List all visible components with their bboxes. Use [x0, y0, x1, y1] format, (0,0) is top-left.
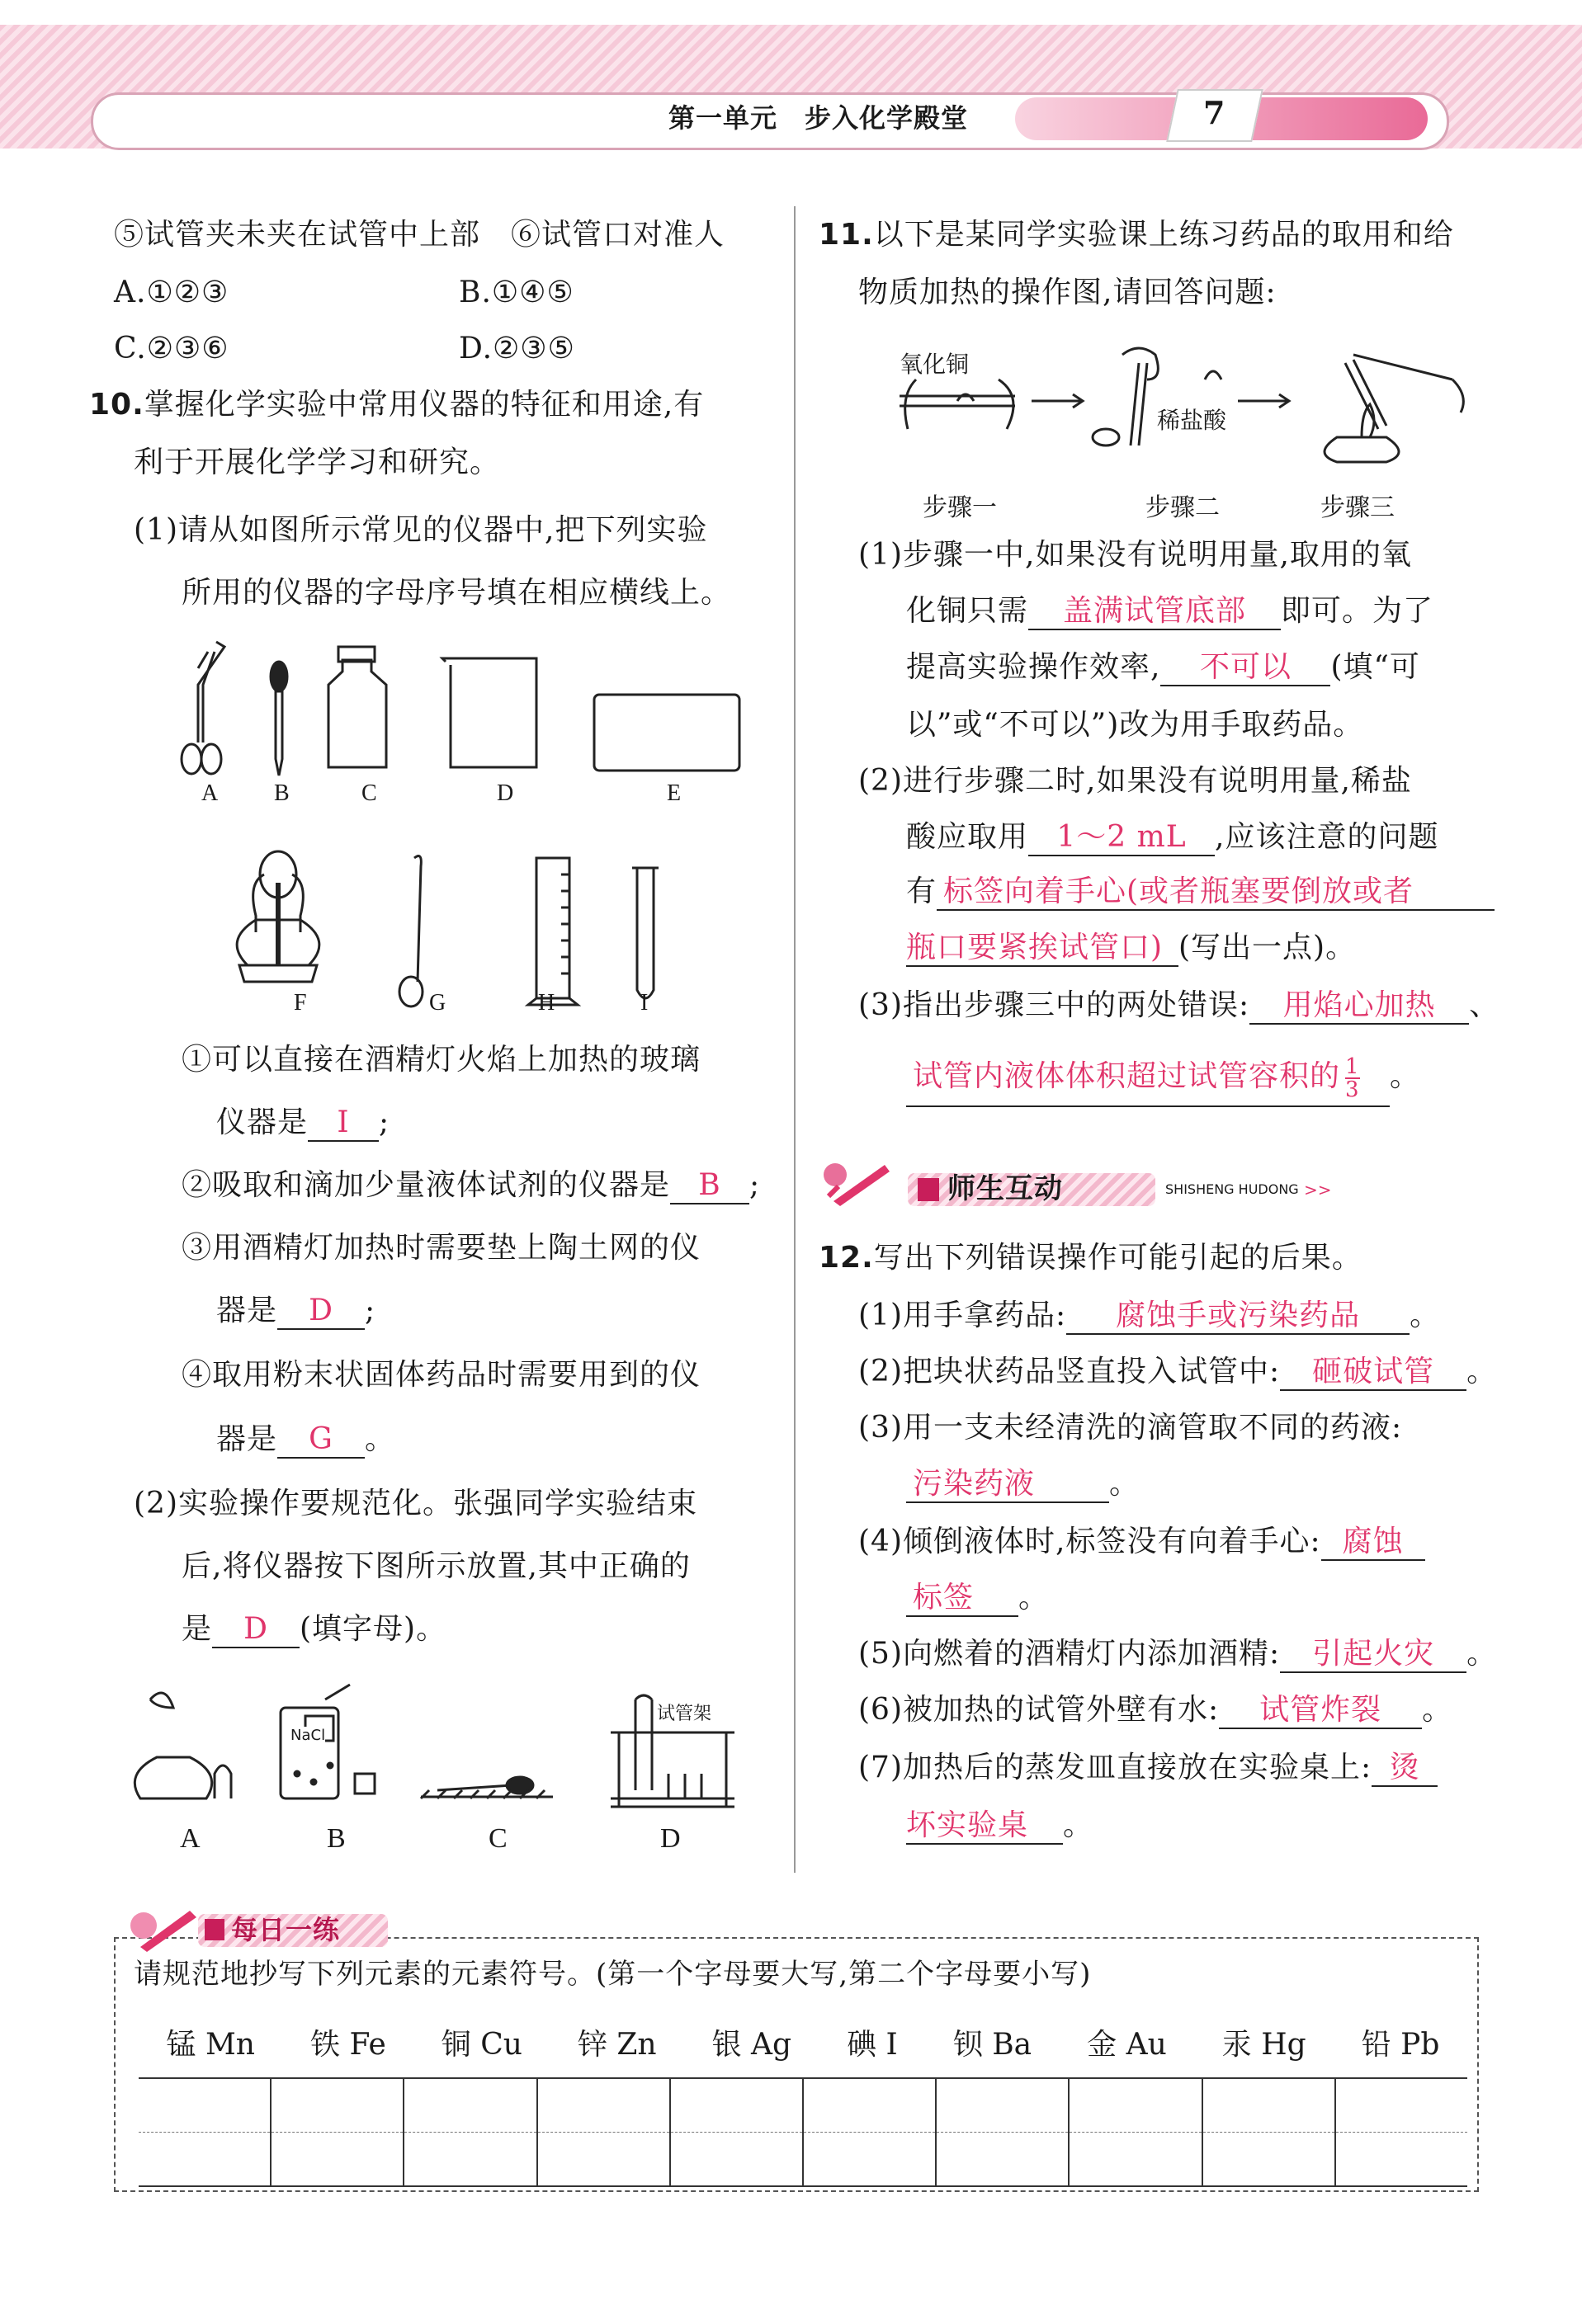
writing-cell[interactable] — [1202, 2133, 1335, 2187]
alcohol-lamp-icon — [237, 851, 319, 982]
answer-q11-5: 用焰心加热 — [1249, 988, 1469, 1025]
element-mn: 锰 Mn — [166, 2028, 255, 2062]
banner-square — [918, 1178, 939, 1201]
q10-part2-line3: 是 D (填字母)。 — [182, 1610, 446, 1648]
q10-sub4-line1: ④取用粉末状固体药品时需要用到的仪 — [182, 1358, 701, 1392]
q10-part2-line1: (2)实验操作要规范化。张强同学实验结束 — [134, 1487, 697, 1520]
label-a: A — [201, 780, 219, 806]
label-g: G — [429, 990, 446, 1016]
spatula-icon — [399, 856, 423, 1006]
q12-item3-answer-line: 污染药液 。 — [906, 1465, 1140, 1503]
label-c: C — [361, 780, 377, 806]
writing-cell[interactable] — [1069, 2078, 1202, 2133]
q10-sub4-line2: 器是 G 。 — [216, 1421, 395, 1459]
answer-3: D — [277, 1294, 365, 1330]
fig2-label-a: A — [180, 1823, 201, 1854]
answer-q12-7a: 烫 — [1372, 1751, 1438, 1787]
unit-title: 第一单元 步入化学殿堂 — [668, 102, 969, 134]
answer-q12-3: 污染药液 — [906, 1467, 1109, 1503]
writing-cell[interactable] — [404, 2133, 536, 2187]
q12-item3: (3)用一支未经清洗的滴管取不同的药液: — [858, 1411, 1403, 1445]
q12-item6: (6)被加热的试管外壁有水: 试管炸裂 。 — [858, 1691, 1452, 1729]
q11-part2-line1: (2)进行步骤二时,如果没有说明用量,稀盐 — [858, 764, 1412, 798]
q9-option-b: B.①④⑤ — [459, 276, 574, 309]
writing-cell[interactable] — [271, 2078, 404, 2133]
q9-option-c: C.②③⑥ — [114, 332, 229, 365]
q12-item7: (7)加热后的蒸发皿直接放在实验桌上: 烫 — [858, 1749, 1438, 1787]
copy-writing-grid — [139, 2077, 1467, 2187]
q11-part2-line3: 有 标签向着手心(或者瓶塞要倒放或者 — [906, 873, 1495, 911]
dropper-icon — [271, 662, 287, 775]
q11-part3-line2: 试管内液体体积超过试管容积的 $\frac{1}{3}$ 。 — [906, 1048, 1420, 1114]
test-tube-icon — [632, 868, 659, 998]
writing-cell[interactable] — [670, 2078, 803, 2133]
writing-cell[interactable] — [803, 2133, 936, 2187]
answer-q11-4a: 标签向着手心(或者瓶塞要倒放或者 — [937, 874, 1495, 911]
column-divider — [794, 206, 796, 1873]
writing-cell[interactable] — [1069, 2133, 1202, 2187]
writing-cell[interactable] — [271, 2133, 404, 2187]
q12-number: 12. — [819, 1241, 874, 1275]
step1-hands-icon — [900, 379, 1015, 429]
daily-banner-square — [205, 1919, 224, 1940]
q10-part1-line1: (1)请从如图所示常见的仪器中,把下列实验 — [134, 513, 708, 547]
beaker-icon — [442, 658, 536, 767]
dropper-on-table-icon — [421, 1777, 553, 1798]
daily-title: 每日一练 — [231, 1914, 341, 1945]
answer-5: D — [212, 1612, 300, 1648]
q10-sub3-line1: ③用酒精灯加热时需要垫上陶土网的仪 — [182, 1231, 701, 1265]
q9-options-line: ⑤试管夹未夹在试管中上部 ⑥试管口对准人 — [114, 218, 725, 252]
element-fe: 铁 Fe — [310, 2028, 386, 2062]
q12-item2: (2)把块状药品竖直投入试管中: 砸破试管 。 — [858, 1353, 1497, 1391]
section-title: 师生互动 — [947, 1172, 1063, 1205]
answer-2: B — [670, 1168, 749, 1204]
q12-item1: (1)用手拿药品: 腐蚀手或污染药品 。 — [858, 1297, 1440, 1335]
arrow-icon — [1238, 394, 1289, 408]
q11-part2-line4: 瓶口要紧挨试管口) (写出一点)。 — [906, 929, 1356, 967]
cuo-label: 氧化铜 — [900, 351, 970, 378]
q10-stem-line1: 10.掌握化学实验中常用仪器的特征和用途,有 — [89, 388, 705, 422]
answer-q11-6: 试管内液体体积超过试管容积的 $\frac{1}{3}$ — [906, 1048, 1390, 1107]
answer-4: G — [277, 1422, 365, 1459]
q11-part1-line1: (1)步骤一中,如果没有说明用量,取用的氧 — [858, 538, 1412, 572]
label-b: B — [274, 780, 290, 806]
q11-stem-line2: 物质加热的操作图,请回答问题: — [858, 276, 1277, 309]
chevrons-icon: >> — [1304, 1180, 1332, 1200]
label-i: I — [640, 990, 649, 1016]
writing-cell[interactable] — [1335, 2078, 1467, 2133]
element-i: 碘 I — [847, 2028, 898, 2062]
writing-cell[interactable] — [139, 2078, 271, 2133]
label-f: F — [294, 990, 307, 1016]
q10-stem-line2: 利于开展化学学习和研究。 — [134, 445, 501, 479]
element-zn: 锌 Zn — [577, 2028, 657, 2062]
q10-sub1-line1: ①可以直接在酒精灯火焰上加热的玻璃 — [182, 1043, 701, 1077]
label-d: D — [497, 780, 514, 806]
graduated-cylinder-icon — [528, 858, 578, 1005]
answer-q11-1: 盖满试管底部 — [1028, 594, 1281, 630]
answer-q12-6: 试管炸裂 — [1219, 1693, 1422, 1729]
q11-number: 11. — [819, 218, 874, 252]
rack-label: 试管架 — [657, 1704, 712, 1724]
q11-part2-line2: 酸应取用 1～2 mL ,应该注意的问题 — [906, 818, 1438, 856]
answer-q11-3: 1～2 mL — [1028, 820, 1215, 856]
q11-part1-line4: 以”或“不可以”)改为用手取药品。 — [906, 708, 1364, 742]
step2-caption: 步骤二 — [1145, 493, 1220, 522]
q12-item7-cont: 坏实验桌 。 — [906, 1807, 1093, 1845]
q11-part3-line1: (3)指出步骤三中的两处错误: 用焰心加热 、 — [858, 987, 1499, 1025]
answer-1: I — [308, 1105, 379, 1142]
answer-q12-2: 砸破试管 — [1280, 1355, 1466, 1391]
q12-item4-cont: 标签 。 — [906, 1579, 1049, 1617]
answer-q12-5: 引起火灾 — [1280, 1637, 1466, 1673]
writing-cell[interactable] — [404, 2078, 536, 2133]
writing-cell[interactable] — [670, 2133, 803, 2187]
daily-instruction: 请规范地抄写下列元素的元素符号。(第一个字母要大写,第二个字母要小写) — [134, 1958, 1092, 1991]
q10-sub3-line2: 器是 D ; — [216, 1292, 375, 1330]
q11-part1-line2: 化铜只需 盖满试管底部 即可。为了 — [906, 592, 1433, 630]
writing-cell[interactable] — [139, 2133, 271, 2187]
trough-icon — [594, 695, 739, 771]
fig2-label-c: C — [489, 1823, 508, 1854]
fraction-one-third: $\frac{1}{3}$ — [1345, 1054, 1360, 1102]
answer-q11-2: 不可以 — [1160, 650, 1330, 686]
q11-part1-line3: 提高实验操作效率, 不可以 (填“可 — [906, 648, 1420, 686]
instruments-figure — [173, 635, 767, 1031]
writing-cell[interactable] — [537, 2078, 670, 2133]
reagent-bottle-icon — [328, 647, 386, 767]
q12-stem: 12.写出下列错误操作可能引起的后果。 — [819, 1241, 1362, 1275]
label-h: H — [538, 990, 555, 1016]
writing-cell[interactable] — [1202, 2078, 1335, 2133]
writing-cell[interactable] — [537, 2133, 670, 2187]
answer-q12-4a: 腐蚀 — [1321, 1525, 1425, 1561]
step1-caption: 步骤一 — [923, 493, 997, 522]
writing-cell[interactable] — [936, 2078, 1069, 2133]
element-pb: 铅 Pb — [1361, 2028, 1440, 2062]
q10-part2-line2: 后,将仪器按下图所示放置,其中正确的 — [182, 1549, 691, 1583]
fig2-label-b: B — [327, 1823, 346, 1854]
writing-cell[interactable] — [803, 2078, 936, 2133]
fig2-label-d: D — [660, 1823, 681, 1854]
writing-cell[interactable] — [936, 2133, 1069, 2187]
q12-item4: (4)倾倒液体时,标签没有向着手心: 腐蚀 — [858, 1523, 1425, 1561]
answer-q12-1: 腐蚀手或污染药品 — [1066, 1299, 1410, 1335]
element-hg: 汞 Hg — [1221, 2028, 1306, 2062]
answer-q11-4b: 瓶口要紧挨试管口) — [906, 931, 1178, 967]
nacl-label: NaCl — [290, 1727, 326, 1744]
q10-sub2: ②吸取和滴加少量液体试剂的仪器是 B ; — [182, 1167, 760, 1204]
answer-q12-4b: 标签 — [906, 1581, 1018, 1617]
q9-option-a: A.①②③ — [114, 276, 229, 309]
answer-q12-7b: 坏实验桌 — [906, 1808, 1063, 1845]
q11-stem-line1: 11.以下是某同学实验课上练习药品的取用和给 — [819, 218, 1454, 252]
page-number: 7 — [1203, 94, 1226, 131]
writing-cell[interactable] — [1335, 2133, 1467, 2187]
step3-heating-icon — [1325, 355, 1463, 462]
q9-option-d: D.②③⑤ — [459, 332, 575, 365]
q10-sub1-line2: 仪器是 I ; — [216, 1104, 390, 1142]
element-au: 金 Au — [1087, 2028, 1167, 2062]
q10-part1-line2: 所用的仪器的字母序号填在相应横线上。 — [182, 576, 732, 610]
q12-item5: (5)向燃着的酒精灯内添加酒精: 引起火灾 。 — [858, 1635, 1497, 1673]
label-e: E — [667, 780, 682, 806]
hcl-label: 稀盐酸 — [1157, 403, 1226, 436]
element-ag: 银 Ag — [711, 2028, 792, 2062]
q10-number: 10. — [89, 388, 144, 422]
element-list — [139, 2021, 1467, 2063]
daily-pencil-icon — [124, 1897, 198, 1955]
arrow-icon — [1032, 394, 1083, 408]
element-ba: 钡 Ba — [952, 2028, 1032, 2062]
step3-caption: 步骤三 — [1320, 493, 1395, 522]
tongs-icon — [182, 642, 224, 774]
section-pinyin: SHISHENG HUDONG — [1165, 1181, 1299, 1197]
element-cu: 铜 Cu — [441, 2028, 522, 2062]
pencil-icon — [817, 1155, 891, 1213]
lamp-cap-off-icon — [135, 1693, 231, 1798]
